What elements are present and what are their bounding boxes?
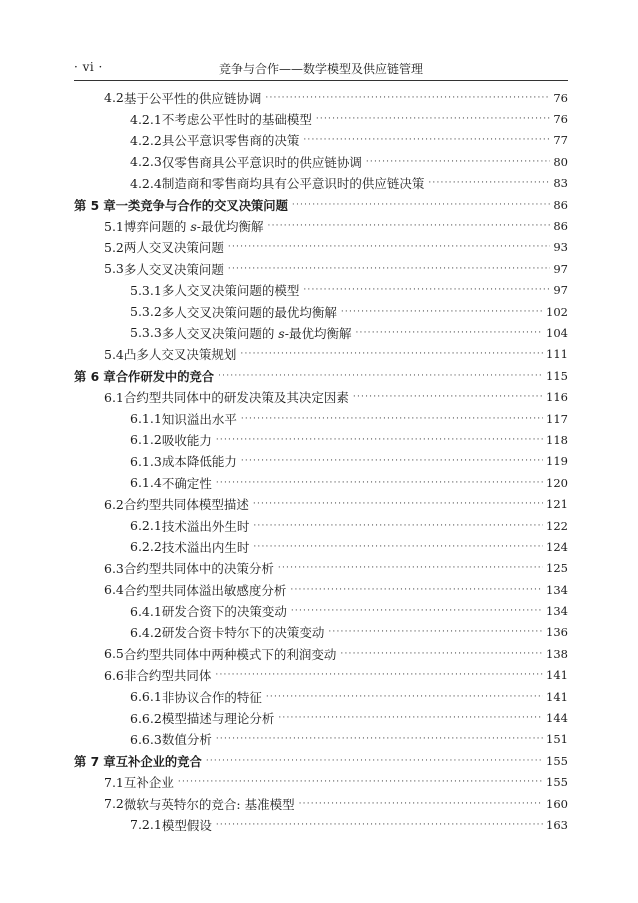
toc-entry-title: 吸收能力 <box>161 432 212 448</box>
toc-entry-page: 86 <box>553 219 568 234</box>
toc-entry-number: 7.2 <box>104 796 124 812</box>
toc-entry-title: 不考虑公平性时的基础模型 <box>161 112 312 128</box>
toc-entry-title: 不确定性 <box>161 475 212 491</box>
toc-entry-title: 合作研发中的竞合 <box>115 369 215 384</box>
dot-leader <box>206 756 543 766</box>
dot-leader <box>240 349 543 359</box>
toc-entry-title-part: 多人交叉决策问题的 <box>161 325 279 341</box>
dot-leader <box>366 157 551 167</box>
toc-entry-number: 6.1 <box>104 389 124 405</box>
toc-entry-number: 5.3.3 <box>130 325 162 341</box>
toc-entry-section[interactable] <box>74 258 568 279</box>
toc-entry-title: 模型描述与理论分析 <box>161 711 275 727</box>
toc-entry-page: 136 <box>546 625 568 640</box>
toc-entry-title: 多人交叉决策问题的模型 <box>161 283 300 299</box>
toc-entry-title: 多人交叉决策问题 <box>123 261 224 277</box>
toc-entry-title: 互补企业 <box>123 775 174 791</box>
dot-leader <box>253 542 543 552</box>
toc-entry-title-part: -最优均衡解 <box>284 325 352 341</box>
toc-entry-number: 5.1 <box>104 218 124 234</box>
toc-entry-page: 121 <box>546 497 568 512</box>
toc-entry-number: 4.2.2 <box>130 132 162 148</box>
toc-entry-number: 6.1.2 <box>130 432 162 448</box>
toc-entry-title: 多人交叉决策问题的最优均衡解 <box>161 304 337 320</box>
toc-entry-subsection[interactable] <box>74 600 568 621</box>
toc-entry-title-part: 博弈问题的 <box>123 219 191 235</box>
toc-entry-number: 6.6.3 <box>130 731 162 747</box>
toc-entry-title: 非协议合作的特征 <box>161 689 262 705</box>
toc-entry-page: 104 <box>546 325 568 340</box>
dot-leader <box>303 135 550 145</box>
toc-entry-page: 124 <box>546 539 568 554</box>
toc-entry-section[interactable] <box>74 772 568 793</box>
dot-leader <box>278 563 543 573</box>
toc-entry-subsection[interactable] <box>74 515 568 536</box>
toc-entry-title: 合约型共同体中的决策分析 <box>123 561 274 577</box>
toc-entry-title: 合约型共同体中两种模式下的利润变动 <box>123 646 337 662</box>
toc-entry-page: 125 <box>546 561 568 576</box>
dot-leader <box>353 392 543 402</box>
toc-entry-title: 模型假设 <box>161 817 212 833</box>
toc-entry-section[interactable] <box>74 665 568 686</box>
toc-entry-title: 仅零售商具公平意识时的供应链协调 <box>161 154 362 170</box>
dot-leader <box>265 93 550 103</box>
toc-entry-subsection[interactable] <box>74 280 568 301</box>
toc-entry-subsection[interactable] <box>74 301 568 322</box>
toc-entry-number: 第 6 章 <box>74 369 116 384</box>
header-rule <box>74 80 568 81</box>
dot-leader <box>328 627 543 637</box>
toc-entry-title: 一类竞争与合作的交叉决策问题 <box>115 198 288 213</box>
toc-entry-number: 4.2.4 <box>130 175 162 191</box>
dot-leader <box>228 264 550 274</box>
page-number-label: · vi · <box>74 60 103 74</box>
toc-entry-page: 111 <box>546 347 568 362</box>
toc-entry-subsection[interactable] <box>74 173 568 194</box>
dot-leader <box>428 178 550 188</box>
toc-entry-section[interactable] <box>74 579 568 600</box>
toc-entry-number: 6.6.2 <box>130 710 162 726</box>
toc-entry-section[interactable] <box>74 344 568 365</box>
toc-entry-section[interactable] <box>74 87 568 108</box>
toc-entry-page: 97 <box>553 261 568 276</box>
toc-entry-title: 技术溢出外生时 <box>161 518 250 534</box>
toc-entry-number: 6.2 <box>104 496 124 512</box>
toc-entry-number: 6.2.1 <box>130 518 162 533</box>
toc-entry-page: 115 <box>546 368 568 383</box>
toc-entry-section[interactable] <box>74 558 568 579</box>
toc-entry-title: 制造商和零售商均具有公平意识时的供应链决策 <box>161 176 425 192</box>
toc-entry-page: 97 <box>553 283 568 298</box>
dot-leader <box>268 221 551 231</box>
toc-entry-number: 6.3 <box>104 560 124 576</box>
toc-entry-title-part: -最优均衡解 <box>196 219 264 235</box>
dot-leader <box>290 585 543 595</box>
dot-leader <box>253 499 543 509</box>
dot-leader <box>215 670 543 680</box>
toc-entry-section[interactable] <box>74 386 568 407</box>
toc-entry-page: 160 <box>546 796 568 811</box>
toc-entry-page: 117 <box>546 411 568 426</box>
dot-leader <box>341 307 543 317</box>
toc-entry-title: 成本降低能力 <box>161 454 237 470</box>
toc-entry-title: 两人交叉决策问题 <box>123 240 224 256</box>
toc-entry-page: 77 <box>553 133 568 148</box>
toc-entry-number: 6.4 <box>104 582 124 598</box>
toc-entry-title: 非合约型共同体 <box>123 668 212 684</box>
toc-entry-number: 6.4.1 <box>130 603 162 619</box>
toc-entry-page: 80 <box>553 154 568 169</box>
dot-leader <box>218 371 543 381</box>
toc-entry-number: 6.2.2 <box>130 539 162 555</box>
toc-entry-title: 研发合资卡特尔下的决策变动 <box>161 625 325 641</box>
dot-leader <box>266 692 543 702</box>
toc-entry-title-math: s <box>278 325 285 341</box>
toc-entry-title <box>162 324 352 342</box>
dot-leader <box>241 414 543 424</box>
toc-entry-page: 151 <box>546 732 568 747</box>
toc-entry-title: 合约型共同体溢出敏感度分析 <box>123 582 287 598</box>
dot-leader <box>291 606 543 616</box>
dot-leader <box>178 777 543 787</box>
toc-entry-page: 83 <box>553 176 568 191</box>
toc-entry-number: 5.4 <box>104 346 124 362</box>
toc-entry-page: 119 <box>546 454 568 469</box>
toc-entry-number: 5.3 <box>104 261 124 277</box>
toc-entry-number: 4.2.3 <box>130 154 162 170</box>
toc-entry-number: 7.2.1 <box>130 817 162 833</box>
toc-entry-title: 基于公平性的供应链协调 <box>123 90 262 106</box>
dot-leader <box>292 200 550 210</box>
toc-entry-number: 7.1 <box>104 774 124 790</box>
running-title: 竞争与合作——数学模型及供应链管理 <box>218 62 423 76</box>
toc-entry-page: 116 <box>546 390 568 405</box>
toc-entry-page: 163 <box>546 817 568 832</box>
dot-leader <box>303 285 550 295</box>
toc-entry-page: 155 <box>546 753 568 768</box>
toc-entry-section[interactable] <box>74 493 568 514</box>
toc-entry-subsection[interactable] <box>74 429 568 450</box>
toc-entry-subsection[interactable] <box>74 408 568 429</box>
dot-leader <box>216 478 543 488</box>
table-of-contents <box>74 87 568 836</box>
toc-entry-chapter[interactable] <box>74 194 568 215</box>
toc-entry-page: 141 <box>546 689 568 704</box>
toc-entry-title: 合约型共同体模型描述 <box>123 497 249 513</box>
toc-entry-subsection[interactable] <box>74 622 568 643</box>
toc-entry-title: 数值分析 <box>161 732 212 748</box>
toc-entry-subsection[interactable] <box>74 472 568 493</box>
toc-entry-title: 凸多人交叉决策规划 <box>123 347 237 363</box>
dot-leader <box>340 649 543 659</box>
toc-entry-page: 102 <box>546 304 568 319</box>
dot-leader <box>216 734 543 744</box>
toc-entry-page: 134 <box>546 582 568 597</box>
toc-entry-page: 76 <box>553 90 568 105</box>
toc-entry-subsection[interactable] <box>74 729 568 750</box>
toc-entry-number: 6.6 <box>104 667 124 683</box>
dot-leader <box>241 456 543 466</box>
toc-entry-subsection[interactable] <box>74 536 568 557</box>
toc-entry-page: 134 <box>546 604 568 619</box>
toc-entry-subsection[interactable] <box>74 130 568 151</box>
toc-entry-section[interactable] <box>74 643 568 664</box>
toc-entry-section[interactable] <box>74 237 568 258</box>
toc-entry-number: 6.1.4 <box>130 475 162 491</box>
toc-entry-page: 120 <box>546 475 568 490</box>
toc-entry-page: 141 <box>546 668 568 683</box>
toc-entry-title: 知识溢出水平 <box>161 411 237 427</box>
toc-entry-page: 144 <box>546 711 568 726</box>
toc-entry-chapter[interactable] <box>74 750 568 771</box>
toc-entry-number: 6.1.3 <box>130 453 162 469</box>
toc-entry-number: 6.5 <box>104 646 124 662</box>
dot-leader <box>216 820 543 830</box>
toc-entry-page: 122 <box>546 518 568 533</box>
toc-entry-number: 6.6.1 <box>130 689 162 705</box>
toc-entry-subsection[interactable] <box>74 814 568 835</box>
dot-leader <box>253 521 543 531</box>
toc-entry-number: 4.2.1 <box>130 111 162 127</box>
toc-entry-number: 5.3.1 <box>130 282 162 298</box>
toc-entry-page: 155 <box>546 775 568 790</box>
toc-entry-number: 5.3.2 <box>130 304 162 320</box>
toc-entry-page: 76 <box>553 112 568 127</box>
toc-entry-title: 微软与英特尔的竞合: 基准模型 <box>123 796 295 812</box>
toc-entry-title: 具公平意识零售商的决策 <box>161 133 300 149</box>
toc-entry-subsection[interactable] <box>74 686 568 707</box>
toc-entry-number: 6.1.1 <box>130 411 162 427</box>
toc-entry-number: 第 7 章 <box>74 754 116 769</box>
toc-entry-number: 第 5 章 <box>74 198 116 213</box>
toc-entry-page: 118 <box>546 432 568 447</box>
running-header <box>74 60 568 78</box>
toc-entry-number: 4.2 <box>104 90 124 106</box>
toc-entry-title-math: s <box>190 219 197 235</box>
toc-entry-section[interactable] <box>74 215 568 236</box>
toc-entry-section[interactable] <box>74 793 568 814</box>
toc-entry-number: 5.2 <box>104 239 124 255</box>
toc-entry-chapter[interactable] <box>74 365 568 386</box>
toc-entry-page: 86 <box>553 197 568 212</box>
dot-leader <box>228 242 550 252</box>
toc-entry-number: 6.4.2 <box>130 624 162 640</box>
toc-entry-title: 互补企业的竞合 <box>115 754 202 769</box>
dot-leader <box>216 435 543 445</box>
dot-leader <box>278 713 543 723</box>
dot-leader <box>316 114 551 124</box>
dot-leader <box>299 799 543 809</box>
toc-entry-title: 技术溢出内生时 <box>161 539 250 555</box>
toc-entry-title: 合约型共同体中的研发决策及其决定因素 <box>123 390 349 406</box>
dot-leader <box>355 328 543 338</box>
toc-entry-title <box>124 217 264 235</box>
toc-entry-page: 138 <box>546 646 568 661</box>
toc-entry-subsection[interactable] <box>74 151 568 172</box>
toc-entry-subsection[interactable] <box>74 707 568 728</box>
toc-entry-subsection[interactable] <box>74 322 568 343</box>
toc-entry-page: 93 <box>553 240 568 255</box>
toc-entry-title: 研发合资下的决策变动 <box>161 604 287 620</box>
toc-entry-subsection[interactable] <box>74 108 568 129</box>
toc-entry-subsection[interactable] <box>74 451 568 472</box>
